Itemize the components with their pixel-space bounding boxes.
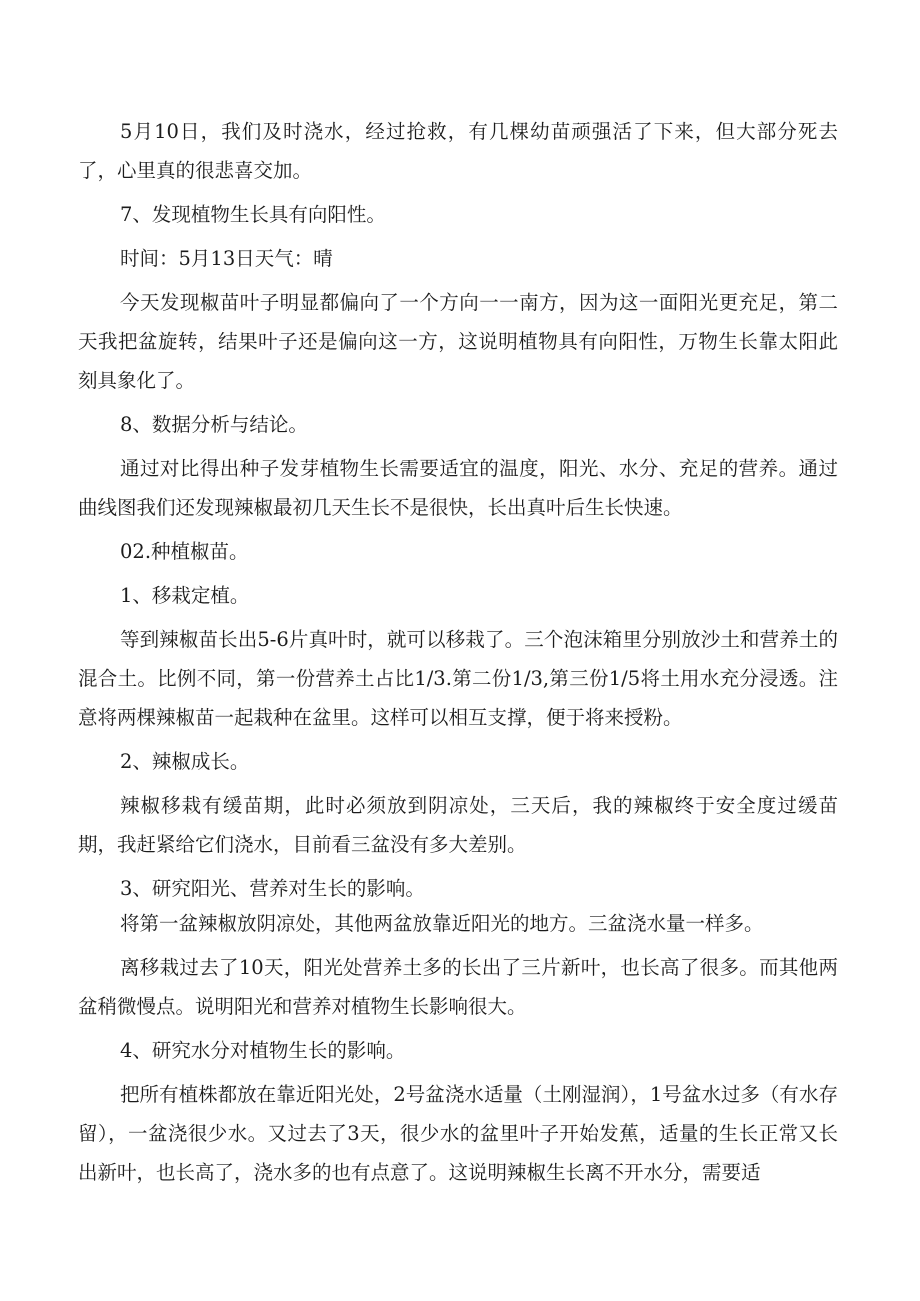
paragraph: 将第一盆辣椒放阴凉处，其他两盆放靠近阳光的地方。三盆浇水量一样多。 <box>120 912 764 935</box>
paragraph: 通过对比得出种子发芽植物生长需要适宜的温度，阳光、水分、充足的营养。通过曲线图我们还发现辣椒最初几天生长不是很快，长出真叶后生长快速。 <box>78 457 838 519</box>
section-heading: 8、数据分析与结论。 <box>120 413 308 436</box>
section-heading: 2、辣椒成长。 <box>120 750 250 773</box>
section-heading: 1、移栽定植。 <box>120 584 250 607</box>
document-body <box>78 112 838 1197</box>
paragraph: 辣椒移栽有缓苗期，此时必须放到阴凉处，三天后，我的辣椒终于安全度过缓苗期，我赶紧给它们浇水，目前看三盆没有多大差别。 <box>78 794 838 856</box>
paragraph: 把所有植株都放在靠近阳光处，2号盆浇水适量（土刚湿润），1号盆水过多（有水存留），一盆浇很少水。又过去了3天，很少水的盆里叶子开始发蕉，适量的生长正常又长出新叶，也长高了，浇水多的也有点意了。这说明辣椒生长离不开水分，需要适 <box>78 1083 838 1184</box>
paragraph: 时间：5月13日天气：晴 <box>120 247 333 270</box>
section-heading: 02.种植椒苗。 <box>120 540 249 563</box>
section-heading: 3、研究阳光、营养对生长的影响。 <box>120 877 425 900</box>
paragraph: 今天发现椒苗叶子明显都偏向了一个方向一一南方，因为这一面阳光更充足，第二天我把盆旋转，结果叶子还是偏向这一方，这说明植物具有向阳性，万物生长靠太阳此刻具象化了。 <box>78 291 838 392</box>
section-heading: 7、发现植物生长具有向阳性。 <box>120 203 386 226</box>
paragraph: 离移栽过去了10天，阳光处营养土多的长出了三片新叶，也长高了很多。而其他两盆稍微慢点。说明阳光和营养对植物生长影响很大。 <box>78 956 838 1018</box>
paragraph: 等到辣椒苗长出5-6片真叶时，就可以移栽了。三个泡沫箱里分别放沙土和营养土的混合土。比例不同，第一份营养土占比1/3.第二份1/3,第三份1/5将土用水充分浸透。注意将两棵辣椒苗一起栽种在盆里。这样可以相互支撑，便于将来授粉。 <box>78 628 838 729</box>
section-heading: 4、研究水分对植物生长的影响。 <box>120 1039 406 1062</box>
paragraph: 5月10日，我们及时浇水，经过抢救，有几棵幼苗顽强活了下来，但大部分死去了，心里真的很悲喜交加。 <box>78 120 838 182</box>
